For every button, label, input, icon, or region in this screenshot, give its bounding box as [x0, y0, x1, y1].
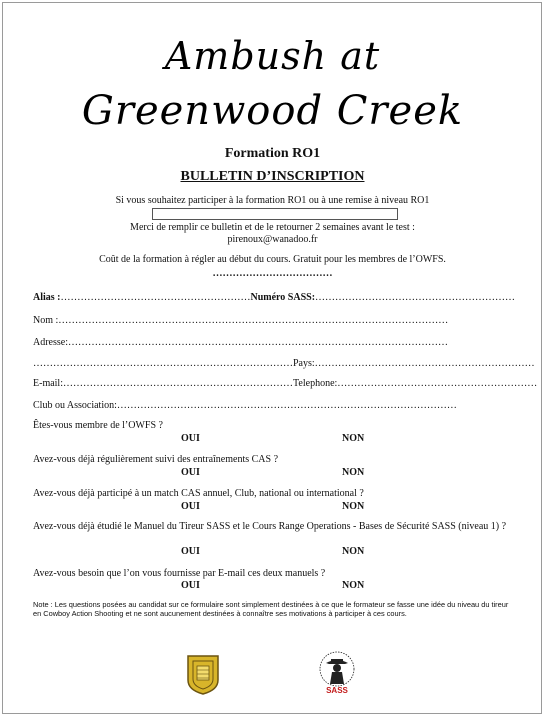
pays-row — [33, 358, 535, 369]
sass-logo-text: SASS — [326, 686, 348, 695]
answer-non-5[interactable]: NON — [342, 580, 365, 591]
pays-field[interactable]: ………………………………………………………… — [314, 358, 535, 369]
return-instructions: Merci de remplir ce bulletin et de le retourner 2 semaines avant le test : — [130, 222, 415, 233]
answer-non-2[interactable]: NON — [342, 467, 365, 478]
alias-label: Alias : — [33, 292, 61, 303]
answer-oui-4[interactable]: OUI — [181, 546, 200, 557]
bulletin-heading: BULLETIN D’INSCRIPTION — [180, 169, 365, 184]
title-line-1: Ambush at — [164, 34, 381, 78]
alias-row — [33, 292, 516, 303]
answer-oui-1[interactable]: OUI — [181, 433, 200, 444]
answer-oui-5[interactable]: OUI — [181, 580, 200, 591]
footnote: Note : Les questions posées au candidat sur ce formulaire sont simplement destinées à ce que le formateur se fasse une idée du niveau du tireur en Cowboy Action Shooting et ne sont aucunement destinées à connaître ses motivations à participer à ces cours. — [33, 600, 509, 618]
formation-heading: Formation RO1 — [224, 146, 321, 161]
title-line-2: Greenwood Creek — [81, 88, 464, 134]
pays-label: Pays: — [293, 358, 315, 369]
adresse-label: Adresse: — [33, 337, 68, 348]
nom-row — [33, 315, 493, 326]
club-label: Club ou Association: — [33, 400, 117, 411]
contact-email: pirenoux@wanadoo.fr — [227, 234, 318, 245]
question-owfs-member: Êtes-vous membre de l’OWFS ? — [33, 420, 163, 431]
blank-input-box[interactable] — [152, 208, 398, 220]
adresse-row — [33, 337, 493, 348]
telephone-label: Telephone: — [293, 378, 338, 389]
question-email-manuals: Avez-vous besoin que l’on vous fournisse par E-mail ces deux manuels ? — [33, 568, 326, 579]
answer-oui-3[interactable]: OUI — [181, 501, 200, 512]
answer-non-1[interactable]: NON — [342, 433, 365, 444]
club-row — [33, 400, 493, 411]
alias-field[interactable]: ………………………………………………… — [60, 292, 251, 303]
telephone-field[interactable]: …………………………………………………… — [337, 378, 538, 389]
answer-non-4[interactable]: NON — [342, 546, 365, 557]
email-label: E-mail: — [33, 378, 63, 389]
nom-label: Nom : — [33, 315, 59, 326]
question-sass-manual: Avez-vous déjà étudié le Manuel du Tireur SASS et le Cours Range Operations - Bases de Sécurité SASS (niveau 1) ? — [33, 521, 507, 532]
adresse-field[interactable]: …………………………………………………………………………………………………… — [68, 337, 448, 348]
answer-non-3[interactable]: NON — [342, 501, 365, 512]
nom-field[interactable]: ……………………………………………………………………………………………………… — [58, 315, 449, 326]
question-cas-training: Avez-vous déjà régulièrement suivi des entraînements CAS ? — [33, 454, 279, 465]
badge-logo — [184, 652, 222, 696]
email-row — [33, 378, 538, 389]
adresse-continuation-field[interactable]: …………………………………………………………………… — [33, 358, 293, 369]
cowboy-icon — [315, 650, 359, 688]
cost-text: Coût de la formation à régler au début du cours. Gratuit pour les membres de l’OWFS. — [99, 254, 446, 265]
sass-number-label: Numéro SASS: — [250, 292, 316, 303]
club-field[interactable]: ………………………………………………………………………………………… — [116, 400, 457, 411]
sass-logo — [315, 650, 359, 698]
separator-dots: ……………………………… — [212, 268, 333, 279]
email-field[interactable]: …………………………………………………………… — [63, 378, 293, 389]
answer-oui-2[interactable]: OUI — [181, 467, 200, 478]
intro-text: Si vous souhaitez participer à la formation RO1 ou à une remise à niveau RO1 — [115, 195, 430, 206]
sass-number-field[interactable]: …………………………………………………… — [315, 292, 516, 303]
question-cas-match: Avez-vous déjà participé à un match CAS annuel, Club, national ou international ? — [33, 488, 364, 499]
